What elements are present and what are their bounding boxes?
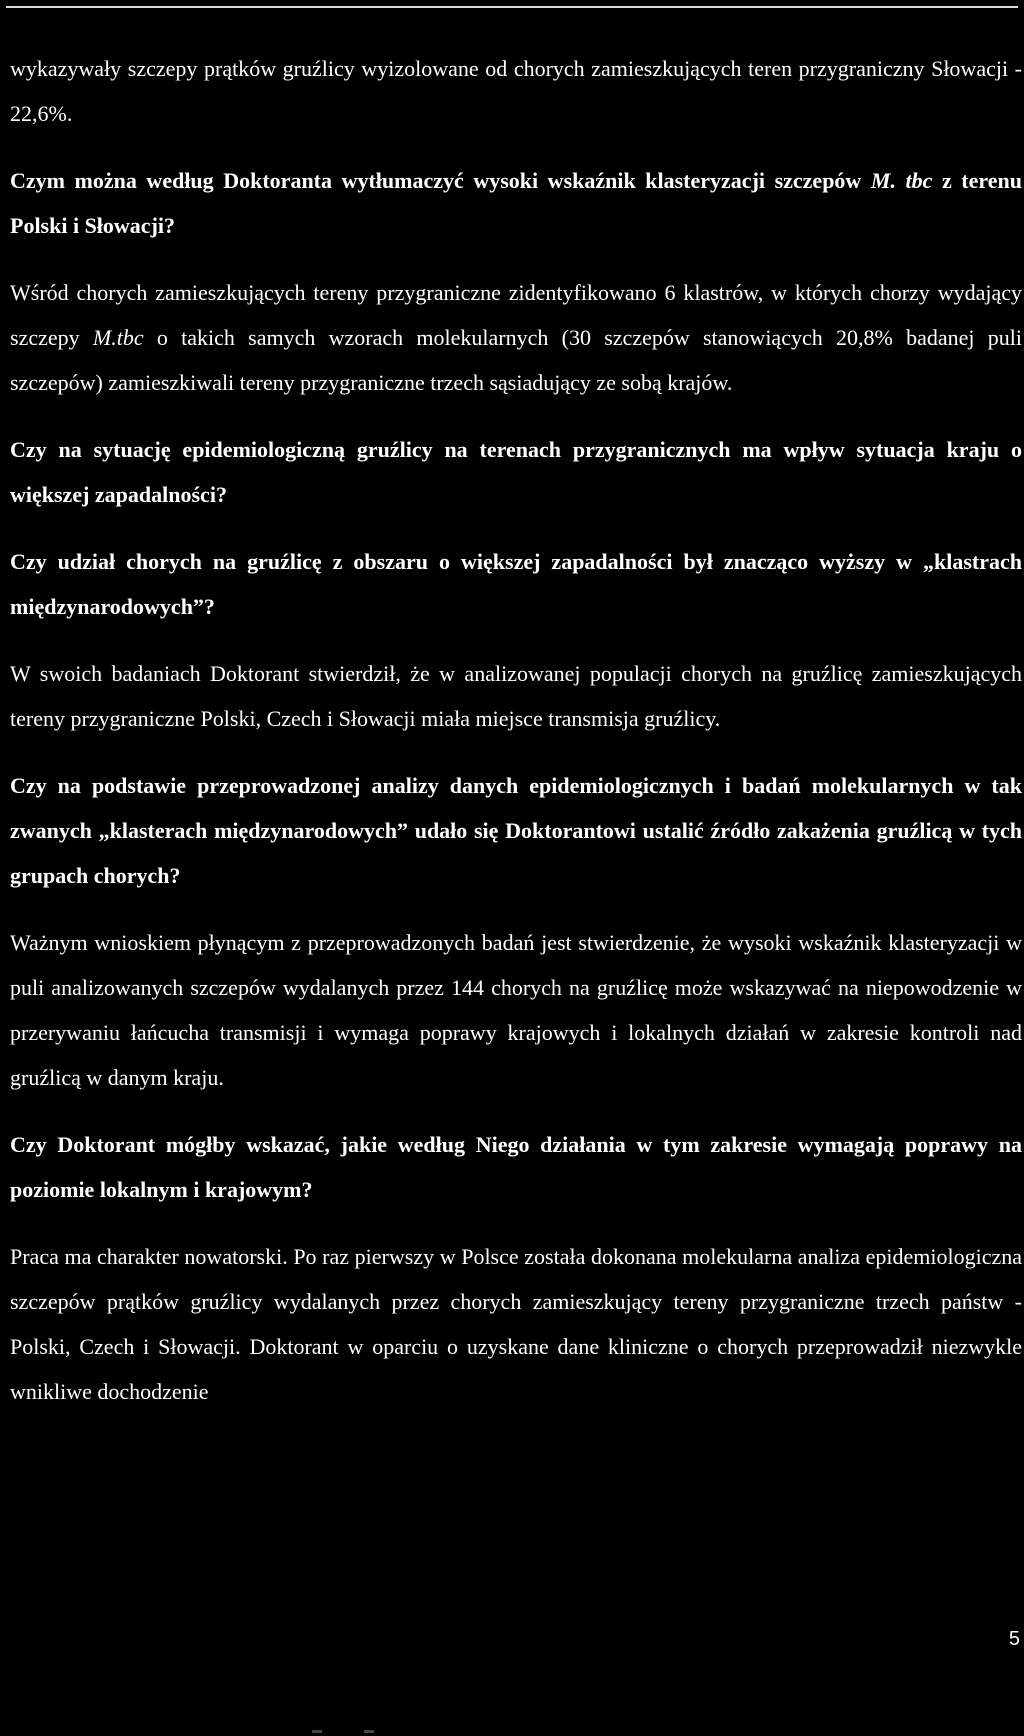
question-1 (10, 158, 1022, 248)
paragraph-5: Praca ma charakter nowatorski. Po raz pierwszy w Polsce została dokonana molekularna analiza epidemiologiczna szczepów prątków gruźlicy wydalanych przez chorych zamieszkujący tereny przygraniczne trzech państw - Polski, Czech i Słowacji. Doktorant w oparciu o uzyskane dane kliniczne o chorych przeprowadził niezwykle wnikliwe dochodzenie (10, 1244, 1022, 1404)
paragraph-4: Ważnym wnioskiem płynącym z przeprowadzonych badań jest stwierdzenie, że wysoki wskaźnik klasteryzacji w puli analizowanych szczepów wydalanych przez 144 chorych na gruźlicę może wskazywać na niepowodzenie w przerywaniu łańcucha transmisji i wymaga poprawy krajowych i lokalnych działań w zakresie kontroli nad gruźlicą w danym kraju. (10, 930, 1022, 1090)
document-body (10, 46, 1022, 1436)
question-2: Czy na sytuację epidemiologiczną gruźlicy na terenach przygranicznych ma wpływ sytuacja kraju o większej zapadalności? (10, 437, 1022, 507)
top-rule (6, 6, 1018, 8)
page-number: 5 (1008, 1628, 1020, 1650)
paragraph-2-species-abbrev: M.tbc (92, 325, 144, 350)
question-1-text-b: z terenu Polski i Słowacji? (10, 168, 1022, 238)
paragraph-2-text-a: Wśród chorych zamieszkujących tereny przygraniczne zidentyfikowano 6 klastrów, w których chorzy wydający szczepy (10, 280, 1022, 350)
paragraph-3: W swoich badaniach Doktorant stwierdził, że w analizowanej populacji chorych na gruźlicę zamieszkujących tereny przygraniczne Polski, Czech i Słowacji miała miejsce transmisja gruźlicy. (10, 661, 1022, 731)
paragraph-2-text-b: o takich samych wzorach molekularnych (30 szczepów stanowiących 20,8% badanej puli szczepów) zamieszkiwali tereny przygraniczne trzech sąsiadujący ze sobą krajów. (10, 325, 1022, 395)
question-1-species-abbrev: M. tbc (870, 168, 933, 193)
paragraph-1: wykazywały szczepy prątków gruźlicy wyizolowane od chorych zamieszkujących teren przygraniczny Słowacji - 22,6%. (10, 56, 1022, 126)
paragraph-2 (10, 270, 1022, 405)
question-3: Czy udział chorych na gruźlicę z obszaru o większej zapadalności był znacząco wyższy w „klastrach międzynarodowych”? (10, 549, 1022, 619)
footer-mark-right (364, 1730, 374, 1733)
question-5: Czy Doktorant mógłby wskazać, jakie według Niego działania w tym zakresie wymagają poprawy na poziomie lokalnym i krajowym? (10, 1132, 1022, 1202)
question-4: Czy na podstawie przeprowadzonej analizy danych epidemiologicznych i badań molekularnych w tak zwanych „klasterach międzynarodowych” udało się Doktorantowi ustalić źródło zakażenia gruźlicą w tych grupach chorych? (10, 773, 1022, 888)
question-1-text-a: Czym można według Doktoranta wytłumaczyć wysoki wskaźnik klasteryzacji szczepów (10, 168, 871, 193)
footer-mark-left (312, 1730, 322, 1733)
